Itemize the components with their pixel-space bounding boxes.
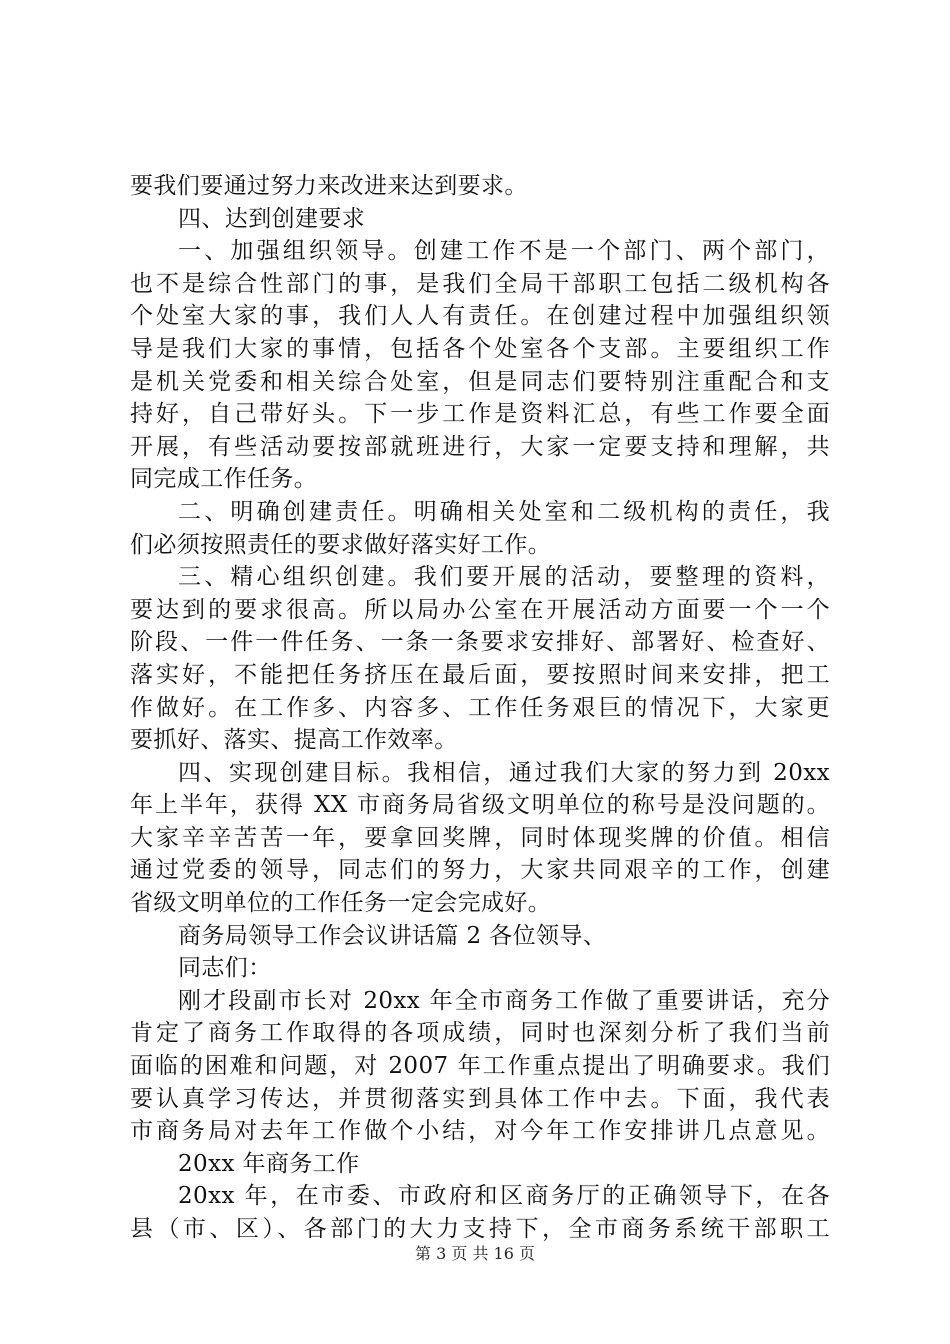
- text-line: 通过党委的领导，同志们的努力，大家共同艰辛的工作，创建: [130, 857, 830, 884]
- text-line: 要我们要通过努力来改进来达到要求。: [130, 173, 528, 199]
- text-line: 20xx 年商务工作: [178, 1150, 360, 1177]
- text-line: 持好，自己带好头。下一步工作是资料汇总，有些工作要全面: [130, 401, 830, 428]
- text-line: 年上半年，获得 XX 市商务局省级文明单位的称号是没问题的。: [130, 792, 830, 819]
- document-body: [130, 170, 830, 1246]
- text-line: 同志们：: [178, 955, 272, 982]
- text-line: 市商务局对去年工作做个小结，对今年工作安排讲几点意见。: [130, 1118, 830, 1145]
- page-footer: 第 3 页 共 16 页: [415, 1244, 535, 1263]
- text-line: 一、加强组织领导。创建工作不是一个部门、两个部门，: [178, 238, 830, 265]
- text-line: 也不是综合性部门的事，是我们全局干部职工包括二级机构各: [130, 270, 830, 297]
- text-line: 落实好，不能把任务挤压在最后面，要按照时间来安排，把工: [130, 661, 830, 688]
- text-line: 四、实现创建目标。我相信，通过我们大家的努力到 20xx: [178, 759, 830, 786]
- text-line: 三、精心组织创建。我们要开展的活动，要整理的资料，: [178, 564, 830, 591]
- text-line: 们必须按照责任的要求做好落实好工作。: [130, 531, 552, 558]
- text-line: 县（市、区）、各部门的大力支持下，全市商务系统干部职工: [130, 1216, 830, 1242]
- text-line: 商务局领导工作会议讲话篇 2 各位领导、: [178, 922, 607, 949]
- text-line: 同完成工作任务。: [130, 466, 318, 493]
- text-line: 四、达到创建要求: [178, 205, 366, 232]
- text-line: 是机关党委和相关综合处室，但是同志们要特别注重配合和支: [130, 368, 830, 395]
- text-line: 导是我们大家的事情，包括各个处室各个支部。主要组织工作: [130, 335, 830, 362]
- text-line: 作做好。在工作多、内容多、工作任务艰巨的情况下，大家更: [130, 694, 830, 721]
- text-line: 要达到的要求很高。所以局办公室在开展活动方面要一个一个: [130, 596, 830, 623]
- text-line: 个处室大家的事，我们人人有责任。在创建过程中加强组织领: [130, 303, 830, 330]
- text-line: 阶段、一件一件任务、一条一条要求安排好、部署好、检查好、: [130, 629, 830, 656]
- text-line: 20xx 年，在市委、市政府和区商务厅的正确领导下，在各: [178, 1183, 830, 1210]
- text-line: 面临的困难和问题，对 2007 年工作重点提出了明确要求。我们: [130, 1053, 830, 1080]
- text-line: 大家辛辛苦苦一年，要拿回奖牌，同时体现奖牌的价值。相信: [130, 824, 830, 851]
- text-line: 要抓好、落实、提高工作效率。: [130, 727, 458, 754]
- text-line: 省级文明单位的工作任务一定会完成好。: [130, 890, 552, 917]
- text-line: 二、明确创建责任。明确相关处室和二级机构的责任，我: [178, 498, 830, 525]
- text-line: 要认真学习传达，并贯彻落实到具体工作中去。下面，我代表: [130, 1085, 830, 1112]
- text-line: 开展，有些活动要按部就班进行，大家一定要支持和理解，共: [130, 433, 830, 460]
- text-line: 肯定了商务工作取得的各项成绩，同时也深刻分析了我们当前: [130, 1020, 830, 1047]
- text-line: 刚才段副市长对 20xx 年全市商务工作做了重要讲话，充分: [178, 987, 830, 1014]
